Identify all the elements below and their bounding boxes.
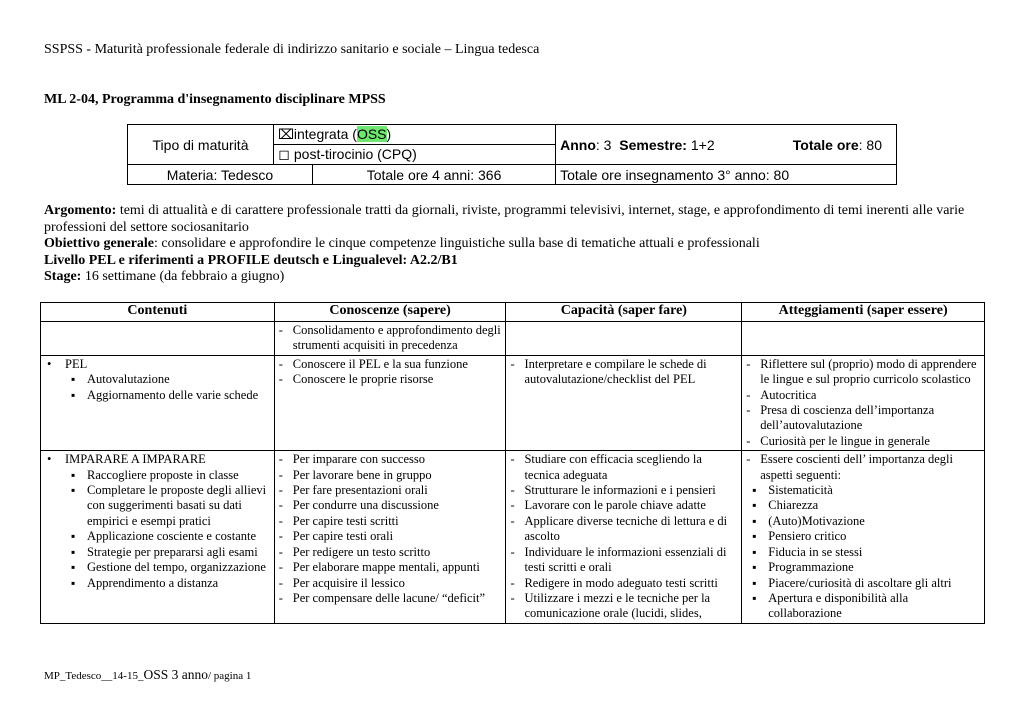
semestre-value: 1+2 [686, 136, 715, 153]
list-item: - Utilizzare i mezzi e le tecniche per la comunicazione orale (lucidi, slides, [510, 591, 737, 622]
argomento-paragraph [44, 203, 984, 236]
list-item: - Per acquisire il lessico [279, 576, 502, 591]
list-item: - Consolidamento e approfondimento degli strumenti acquisiti in precedenza [279, 323, 502, 354]
list-item: - Riflettere sul (proprio) modo di apprendere le lingue e sul proprio curricolo scolastico [746, 357, 980, 388]
argomento-text: temi di attualità e di carattere professionale tratti da giornali, riviste, programmi televisivi, internet, stage, e approfondimento di temi inerenti alle varie professioni del settore sociosanitario [44, 203, 965, 235]
row2-capacita [506, 355, 742, 450]
list-item: - Per fare presentazioni orali [279, 483, 502, 498]
list-item: - Redigere in modo adeguato testi scritti [510, 576, 737, 591]
list-item: ▪ Strategie per prepararsi agli esami [65, 545, 270, 560]
totale-3-anno-cell: Totale ore insegnamento 3° anno: 80 [556, 165, 897, 185]
list-item: - Conoscere il PEL e la sua funzione [279, 357, 502, 372]
header-conoscenze: Conoscenze (sapere) [274, 303, 506, 322]
footer-post: / pagina 1 [207, 670, 252, 682]
empty-box-icon: ◻ [278, 146, 290, 162]
checked-box-icon: ⌧ [278, 126, 295, 142]
row3-contenuti [41, 451, 275, 623]
option-post-tirocinio-label: post-tirocinio (CPQ) [293, 146, 417, 162]
list-item-imparare: • IMPARARE A IMPARARE ▪ Raccogliere proposte in classe ▪ Completare le proposte degli allievi con suggerimenti basati su dati empirici e esempi pratici ▪ Applicazione cosciente e costante ▪ Strategie per prepararsi agli esami ▪ Gestione del tempo, organizzazione ▪ Apprendimento a distanza [45, 452, 270, 591]
table-row [41, 355, 985, 450]
list-item: - Conoscere le proprie risorse [279, 372, 502, 387]
row2-conoscenze [274, 355, 506, 450]
obiettivo-label: Obiettivo generale [44, 236, 155, 251]
list-item: - Per elaborare mappe mentali, appunti [279, 560, 502, 575]
list-item: - Per imparare con successo [279, 452, 502, 467]
table-row [41, 451, 985, 623]
header-capacita: Capacità (saper fare) [506, 303, 742, 322]
stage-label: Stage: [44, 269, 82, 284]
info-table [127, 124, 897, 185]
option-post-tirocinio [274, 145, 556, 165]
list-item: - Autocritica [746, 388, 980, 403]
list-item: - Per capire testi scritti [279, 514, 502, 529]
list-item: - Individuare le informazioni essenziali di testi scritti e orali [510, 545, 737, 576]
livello-paragraph [44, 253, 984, 270]
list-item: ▪ Gestione del tempo, organizzazione [65, 560, 270, 575]
program-table [40, 302, 985, 624]
row3-atteggiamenti [742, 451, 985, 623]
list-item: - Interpretare e compilare le schede di autovalutazione/checklist del PEL [510, 357, 737, 388]
anno-label: Anno [560, 136, 596, 153]
semestre-label: Semestre: [619, 136, 687, 153]
table-header-row [41, 303, 985, 322]
list-item: - Presa di coscienza dell’importanza dell’autovalutazione [746, 403, 980, 434]
list-item: - Per redigere un testo scritto [279, 545, 502, 560]
argomento-label: Argomento: [44, 203, 117, 218]
list-item: ▪ Autovalutazione [65, 372, 270, 387]
document-title: ML 2-04, Programma d'insegnamento disciplinare MPSS [44, 92, 386, 107]
list-item: - Per capire testi orali [279, 529, 502, 544]
list-item: ▪ Raccogliere proposte in classe [65, 468, 270, 483]
stage-text: 16 settimane (da febbraio a giugno) [81, 269, 285, 284]
table-row [41, 322, 985, 356]
anno-value: : 3 [595, 136, 612, 153]
totale-ore-block [793, 137, 882, 153]
row3-conoscenze [274, 451, 506, 623]
oss-highlight: OSS [356, 126, 387, 142]
list-item: ▪ (Auto)Motivazione [746, 514, 980, 529]
row2-contenuti [41, 355, 275, 450]
page-footer [44, 667, 251, 683]
list-item: - Per lavorare bene in gruppo [279, 468, 502, 483]
list-item: ▪ Programmazione [746, 560, 980, 575]
list-item-importanza: - Essere coscienti dell’ importanza degli aspetti seguenti: [746, 452, 980, 483]
list-item: - Studiare con efficacia scegliendo la tecnica adeguata [510, 452, 737, 483]
footer-pre: MP_Tedesco__14-15_ [44, 670, 144, 682]
stage-paragraph [44, 269, 984, 286]
anno-semestre-cell [556, 125, 897, 165]
list-item: - Curiosità per le lingue in generale [746, 434, 980, 449]
list-item: ▪ Pensiero critico [746, 529, 980, 544]
obiettivo-paragraph [44, 236, 984, 253]
list-item: ▪ Fiducia in se stessi [746, 545, 980, 560]
livello-text: Livello PEL e riferimenti a PROFILE deutsch e Lingualevel: A2.2/B1 [44, 252, 458, 268]
totale-ore-label: Totale ore [792, 137, 859, 153]
list-item: ▪ Applicazione cosciente e costante [65, 529, 270, 544]
option-integrata-post: ) [386, 126, 392, 142]
list-item: ▪ Piacere/curiosità di ascoltare gli altri [746, 576, 980, 591]
list-item: ▪ Chiarezza [746, 498, 980, 513]
intro-section [44, 203, 984, 286]
row2-atteggiamenti [742, 355, 985, 450]
document-header: SSPSS - Maturità professionale federale di indirizzo sanitario e sociale – Lingua tedesca [44, 42, 540, 57]
option-integrata-pre: integrata ( [293, 126, 357, 142]
row1-contenuti [41, 322, 275, 356]
list-item: ▪ Sistematicità [746, 483, 980, 498]
totale-4-anni-cell: Totale ore 4 anni: 366 [312, 165, 555, 185]
header-contenuti: Contenuti [41, 303, 275, 322]
tipo-maturita-label: Tipo di maturità [128, 125, 274, 165]
list-item: ▪ Apprendimento a distanza [65, 576, 270, 591]
row1-conoscenze [274, 322, 506, 356]
list-item: ▪ Apertura e disponibilità alla collaborazione [746, 591, 980, 622]
row1-atteggiamenti [742, 322, 985, 356]
option-integrata [274, 125, 556, 145]
row3-capacita [506, 451, 742, 623]
list-item: - Per condurre una discussione [279, 498, 502, 513]
header-atteggiamenti: Atteggiamenti (saper essere) [742, 303, 985, 322]
list-item: - Applicare diverse tecniche di lettura e di ascolto [510, 514, 737, 545]
list-item-pel: • PEL ▪ Autovalutazione ▪ Aggiornamento delle varie schede [45, 357, 270, 403]
list-item: ▪ Completare le proposte degli allievi con suggerimenti basati su dati empirici e esempi pratici [65, 483, 270, 529]
row1-capacita [506, 322, 742, 356]
materia-cell: Materia: Tedesco [128, 165, 313, 185]
totale-ore-value: : 80 [858, 137, 882, 153]
list-item: ▪ Aggiornamento delle varie schede [65, 388, 270, 403]
list-item: - Per compensare delle lacune/ “deficit” [279, 591, 502, 606]
list-item: - Lavorare con le parole chiave adatte [510, 498, 737, 513]
obiettivo-text: : consolidare e approfondire le cinque competenze linguistiche sulla base di tematiche attuali e professionali [154, 236, 760, 251]
footer-big: OSS 3 anno [143, 667, 208, 682]
list-item: - Strutturare le informazioni e i pensieri [510, 483, 737, 498]
